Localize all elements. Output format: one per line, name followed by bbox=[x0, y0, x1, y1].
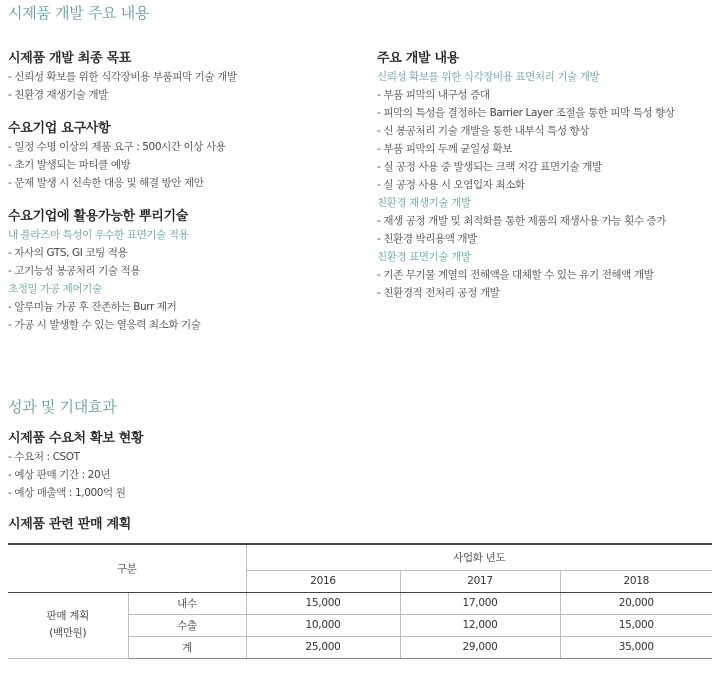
list-item: - 실 공정 사용 시 오염입자 최소화 bbox=[377, 176, 717, 194]
table-cell: 17,000 bbox=[400, 592, 560, 614]
goal-title: 시제품 개발 최종 목표 bbox=[8, 51, 131, 66]
table-cell: 15,000 bbox=[246, 592, 400, 614]
table-header-year: 2018 bbox=[560, 570, 712, 592]
list-item: - 문제 발생 시 신속한 대응 및 해결 방안 제안 bbox=[8, 174, 358, 192]
table-cell: 20,000 bbox=[560, 592, 712, 614]
list-item: - 피막의 특성을 결정하는 Barrier Layer 조절을 통한 피막 특성 향상 bbox=[377, 104, 717, 122]
list-item: - 신 봉공처리 기술 개발을 통한 내부식 특성 향상 bbox=[377, 122, 717, 140]
table-header-category: 구분 bbox=[8, 544, 246, 592]
table-header-year: 2016 bbox=[246, 570, 400, 592]
list-item: - 자사의 GTS, GI 코팅 적용 bbox=[8, 244, 358, 262]
table-cell: 25,000 bbox=[246, 636, 400, 658]
sales-plan-title: 시제품 관련 판매 계획 bbox=[8, 517, 131, 532]
list-item: - 부품 피막의 내구성 증대 bbox=[377, 86, 717, 104]
list-item: - 예상 판매 기간 : 20년 bbox=[8, 466, 708, 484]
table-row-label: 수출 bbox=[128, 614, 246, 636]
main-dev-subtitle-3: 친환경 표면기술 개발 bbox=[377, 251, 471, 263]
goal-list bbox=[8, 68, 358, 104]
table-cell: 12,000 bbox=[400, 614, 560, 636]
list-item: - 수요처 : CSOT bbox=[8, 448, 708, 466]
root-tech-subtitle-1: 내 플라즈마 특성이 우수한 표면기술 적용 bbox=[8, 229, 189, 241]
sales-plan-table bbox=[8, 543, 712, 659]
table-row-group-label: 판매 계획 (백만원) bbox=[8, 592, 128, 658]
list-item: - 재생 공정 개발 및 최적화를 통한 제품의 재생사용 가능 횟수 증가 bbox=[377, 212, 717, 230]
list-item: - 실 공정 사용 중 발생되는 크랙 저감 표면기술 개발 bbox=[377, 158, 717, 176]
table-header-year-group: 사업화 년도 bbox=[246, 544, 712, 570]
table-cell: 29,000 bbox=[400, 636, 560, 658]
demand-block bbox=[8, 430, 708, 534]
main-dev-subtitle-2: 친환경 재생기술 개발 bbox=[377, 197, 471, 209]
main-dev-list-3 bbox=[377, 266, 717, 302]
section-title-results: 성과 및 기대효과 bbox=[8, 398, 117, 416]
main-dev-title: 주요 개발 내용 bbox=[377, 51, 459, 66]
table-row-label: 내수 bbox=[128, 592, 246, 614]
root-tech-list-2 bbox=[8, 298, 358, 334]
root-tech-title: 수요기업에 활용가능한 뿌리기술 bbox=[8, 209, 189, 224]
section-title-development: 시제품 개발 주요 내용 bbox=[8, 4, 150, 22]
requirement-list bbox=[8, 138, 358, 192]
list-item: - 고기능성 봉공처리 기술 적용 bbox=[8, 262, 358, 280]
right-column bbox=[377, 50, 717, 302]
list-item: - 친환경적 전처리 공정 개발 bbox=[377, 284, 717, 302]
list-item: - 가공 시 발생할 수 있는 열응력 최소화 기술 bbox=[8, 316, 358, 334]
table-header-year: 2017 bbox=[400, 570, 560, 592]
table-row-label: 계 bbox=[128, 636, 246, 658]
list-item: - 친환경 박리용액 개발 bbox=[377, 230, 717, 248]
table-cell: 10,000 bbox=[246, 614, 400, 636]
main-dev-list-2 bbox=[377, 212, 717, 248]
list-item: - 부품 피막의 두께 균일성 확보 bbox=[377, 140, 717, 158]
left-column bbox=[8, 50, 358, 334]
list-item: - 신뢰성 확보를 위한 식각장비용 부품피막 기술 개발 bbox=[8, 68, 358, 86]
table-cell: 15,000 bbox=[560, 614, 712, 636]
requirement-title: 수요기업 요구사항 bbox=[8, 121, 111, 136]
table-row bbox=[8, 592, 712, 614]
root-tech-list-1 bbox=[8, 244, 358, 280]
demand-list bbox=[8, 448, 708, 502]
list-item: - 기존 무기물 계열의 전해액을 대체할 수 있는 유기 전해액 개발 bbox=[377, 266, 717, 284]
list-item: - 일정 수명 이상의 제품 요구 : 500시간 이상 사용 bbox=[8, 138, 358, 156]
main-dev-subtitle-1: 신뢰성 확보를 위한 식각장비용 표면처리 기술 개발 bbox=[377, 71, 600, 83]
list-item: - 친환경 재생기술 개발 bbox=[8, 86, 358, 104]
list-item: - 예상 매출액 : 1,000억 원 bbox=[8, 484, 708, 502]
list-item: - 초기 발생되는 파티클 예방 bbox=[8, 156, 358, 174]
main-dev-list-1 bbox=[377, 86, 717, 194]
table-cell: 35,000 bbox=[560, 636, 712, 658]
demand-title: 시제품 수요처 확보 현황 bbox=[8, 431, 144, 446]
list-item: - 알루미늄 가공 후 잔존하는 Burr 제거 bbox=[8, 298, 358, 316]
root-tech-subtitle-2: 초정밀 가공 제어기술 bbox=[8, 283, 102, 295]
